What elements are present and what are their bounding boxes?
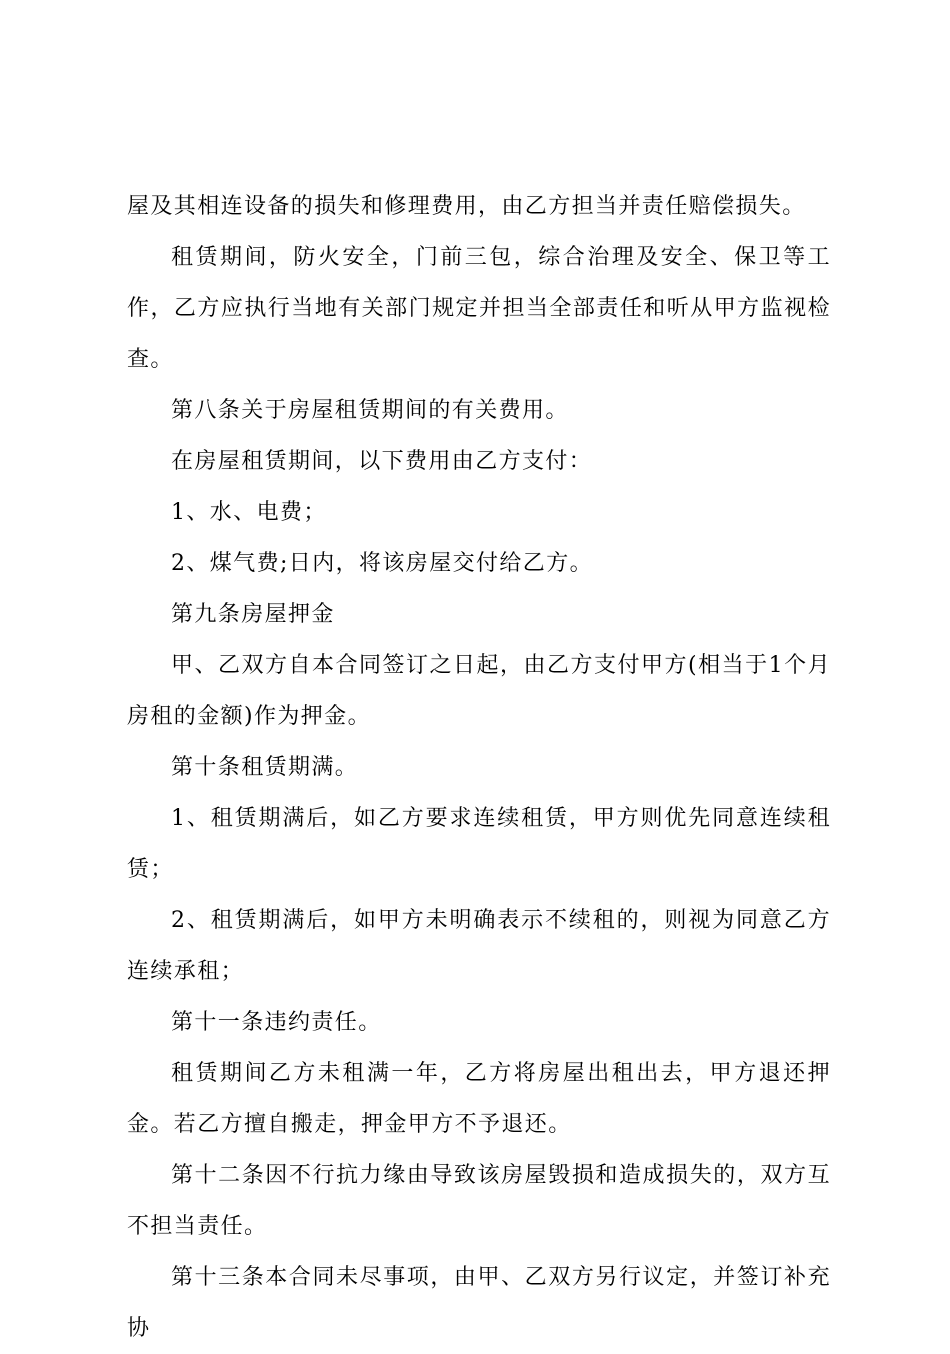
heading-article-11: 第十一条违约责任。 <box>171 1010 382 1035</box>
heading-article-8: 第八条关于房屋租赁期间的有关费用。 <box>171 398 569 423</box>
list-item-renewal-request: 1、租赁期满后，如乙方要求连续租赁，甲方则优先同意连续租赁； <box>127 806 831 882</box>
heading-article-9: 第九条房屋押金 <box>171 602 335 627</box>
paragraph-fire-safety: 租赁期间，防火安全，门前三包，综合治理及安全、保卫等工作，乙方应执行当地有关部门规定并担当全部责任和听从甲方监视检查。 <box>127 245 831 372</box>
paragraph-article-12: 第十二条因不行抗力缘由导致该房屋毁损和造成损失的，双方互不担当责任。 <box>127 1163 831 1239</box>
paragraph-continuation: 屋及其相连设备的损失和修理费用，由乙方担当并责任赔偿损失。 <box>127 194 806 219</box>
list-item-water-electricity: 1、水、电费； <box>171 500 327 525</box>
paragraph-fees-intro: 在房屋租赁期间，以下费用由乙方支付： <box>171 449 593 474</box>
paragraph-breach: 租赁期间乙方未租满一年，乙方将房屋出租出去，甲方退还押金。若乙方擅自搬走，押金甲方不予退还。 <box>127 1061 831 1137</box>
document-body <box>127 181 831 1354</box>
list-item-auto-renewal: 2、租赁期满后，如甲方未明确表示不续租的，则视为同意乙方连续承租； <box>127 908 831 984</box>
heading-article-10: 第十条租赁期满。 <box>171 755 359 780</box>
paragraph-article-13: 第十三条本合同未尽事项，由甲、乙双方另行议定，并签订补充协 <box>127 1265 831 1341</box>
list-item-gas: 2、煤气费;日内，将该房屋交付给乙方。 <box>171 551 594 576</box>
paragraph-deposit: 甲、乙双方自本合同签订之日起，由乙方支付甲方(相当于1个月房租的金额)作为押金。 <box>127 653 831 729</box>
